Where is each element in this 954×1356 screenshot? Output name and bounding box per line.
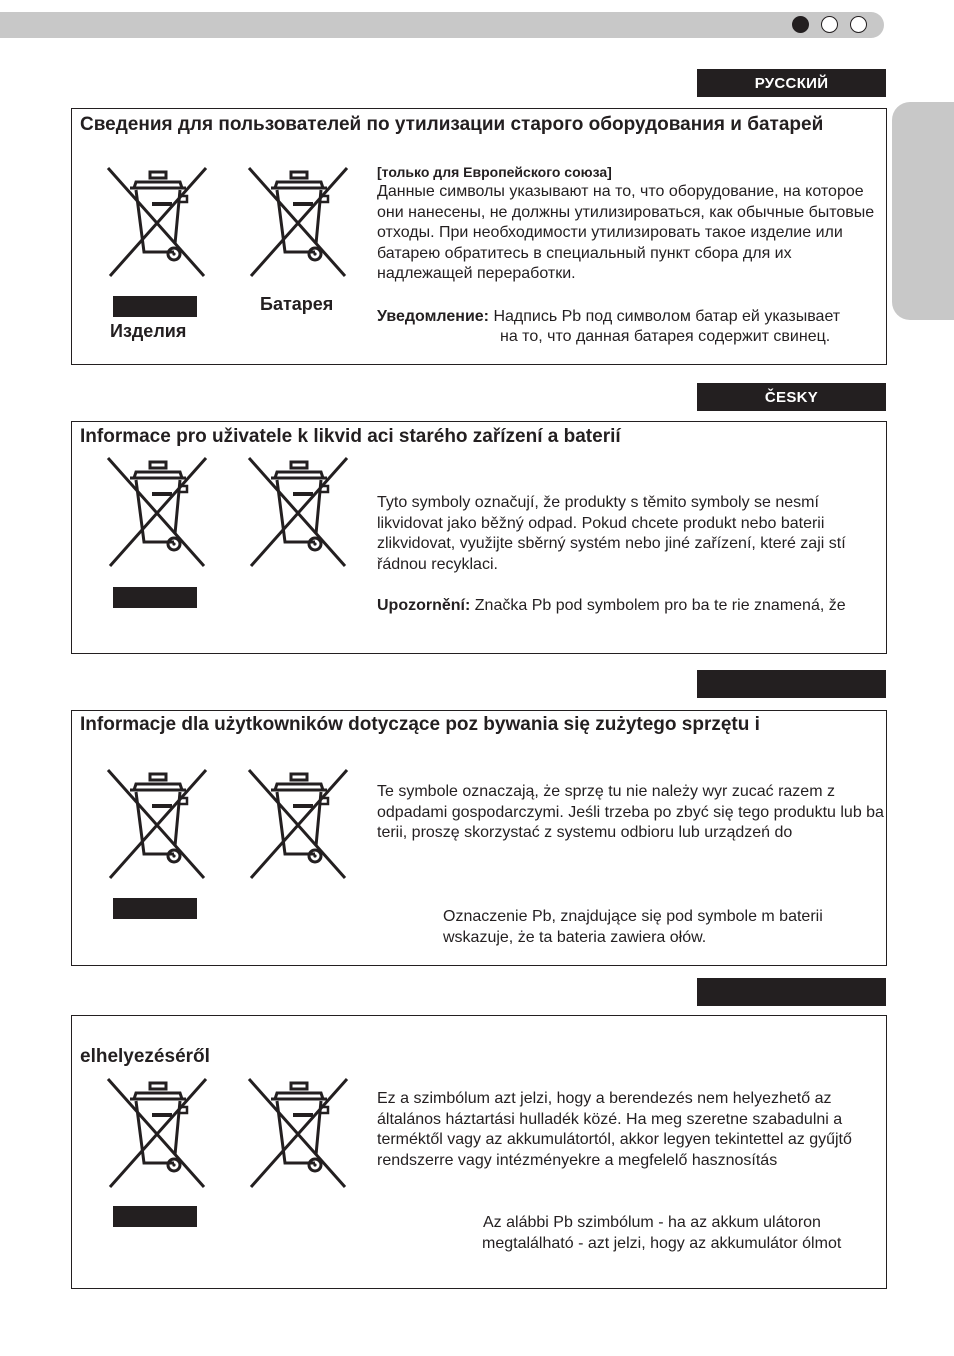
product-label-bar	[113, 898, 197, 919]
notice-line-2: на то, что данная батарея содержит свинец.	[500, 328, 831, 345]
crossed-bin-battery-icon	[244, 166, 352, 278]
lead-notice	[377, 307, 882, 328]
page-indicator-dot-filled	[792, 16, 809, 33]
crossed-bin-product-icon	[103, 1077, 211, 1189]
side-thumb-tab	[892, 102, 954, 320]
language-label-russian: РУССКИЙ	[697, 69, 886, 97]
page-indicator-dot	[821, 16, 838, 33]
section-title: Informace pro uživatele k likvid aci starého zařízení a baterií	[80, 426, 621, 447]
page-indicator-dot	[850, 16, 867, 33]
crossed-bin-battery-icon	[244, 768, 352, 880]
notice-line-2: wskazuje, że ta bateria zawiera ołów.	[443, 929, 707, 946]
product-label-bar	[113, 296, 197, 317]
section-title: elhelyezéséről	[80, 1046, 210, 1067]
section-title: Informacje dla użytkowników dotyczące poz bywania się zużytego sprzętu i	[80, 714, 760, 735]
section-title: Сведения для пользователей по утилизации старого оборудования и батарей	[80, 114, 824, 135]
product-label-bar	[113, 587, 197, 608]
eu-only-heading: [только для Европейского союза]	[377, 164, 612, 180]
crossed-bin-product-icon	[103, 768, 211, 880]
notice-line-1: Az alábbi Pb szimbólum - ha az akkum ulátoron	[483, 1214, 821, 1231]
crossed-bin-battery-icon	[244, 1077, 352, 1189]
language-label-polish	[697, 670, 886, 698]
notice-label: Уведомление:	[377, 308, 489, 325]
notice-line-2: megtalálható - azt jelzi, hogy az akkumulátor ólmot	[482, 1235, 842, 1252]
disposal-body-text: Tyto symboly označují, že produkty s těmito symboly se nesmí likvidovat jako běžný odpad. Pokud chcete produkt nebo baterii zlikvidovat, využijte sběrný systém nebo jiné zařízení, které zaji stí řádnou recyklaci.	[377, 494, 846, 573]
lead-notice	[377, 596, 884, 617]
crossed-bin-product-icon	[103, 166, 211, 278]
language-label-czech: ČESKY	[697, 383, 886, 411]
disposal-section-hungarian	[71, 1015, 887, 1289]
header-bar	[0, 12, 884, 38]
caption-product: Изделия	[110, 321, 187, 341]
notice-label: Upozornění:	[377, 597, 471, 614]
disposal-body-text: Данные символы указывают на то, что оборудование, на которое они нанесены, не должны утилизироваться, как обычные бытовые отходы. При необходимости утилизировать такое изделие или батарею обратитесь в специальный пункт сбора для их надлежащей переработки.	[377, 183, 875, 283]
crossed-bin-product-icon	[103, 456, 211, 568]
notice-line-1: Oznaczenie Pb, znajdujące się pod symbole m baterii	[443, 908, 823, 925]
crossed-bin-battery-icon	[244, 456, 352, 568]
disposal-section-russian	[71, 108, 887, 365]
disposal-section-czech	[71, 421, 887, 654]
product-label-bar	[113, 1206, 197, 1227]
disposal-body-text: Ez a szimbólum azt jelzi, hogy a berendezés nem helyezhető az általános háztartási hulladék közé. Ha meg szeretne szabadulni a terméktől vagy az akkumulátortól, akkor legyen tekintettel az gyűjtő rendszerre vagy intézményekre a megfelelő hasznosítás	[377, 1090, 852, 1169]
disposal-section-polish	[71, 710, 887, 966]
disposal-body-text: Te symbole oznaczają, że sprzę tu nie należy wyr zucać razem z odpadami gospodarczymi. Jeśli trzeba po zbyć się tego produktu lub ba terii, proszę skorzystać z systemu odbioru lub urządzeń do	[377, 783, 884, 842]
caption-battery: Батарея	[260, 294, 334, 314]
language-label-hungarian	[697, 978, 886, 1006]
notice-line-1: Надпись Pb под символом батар ей указывает	[493, 308, 841, 325]
notice-line-1: Značka Pb pod symbolem pro ba te rie znamená, že	[474, 597, 846, 614]
